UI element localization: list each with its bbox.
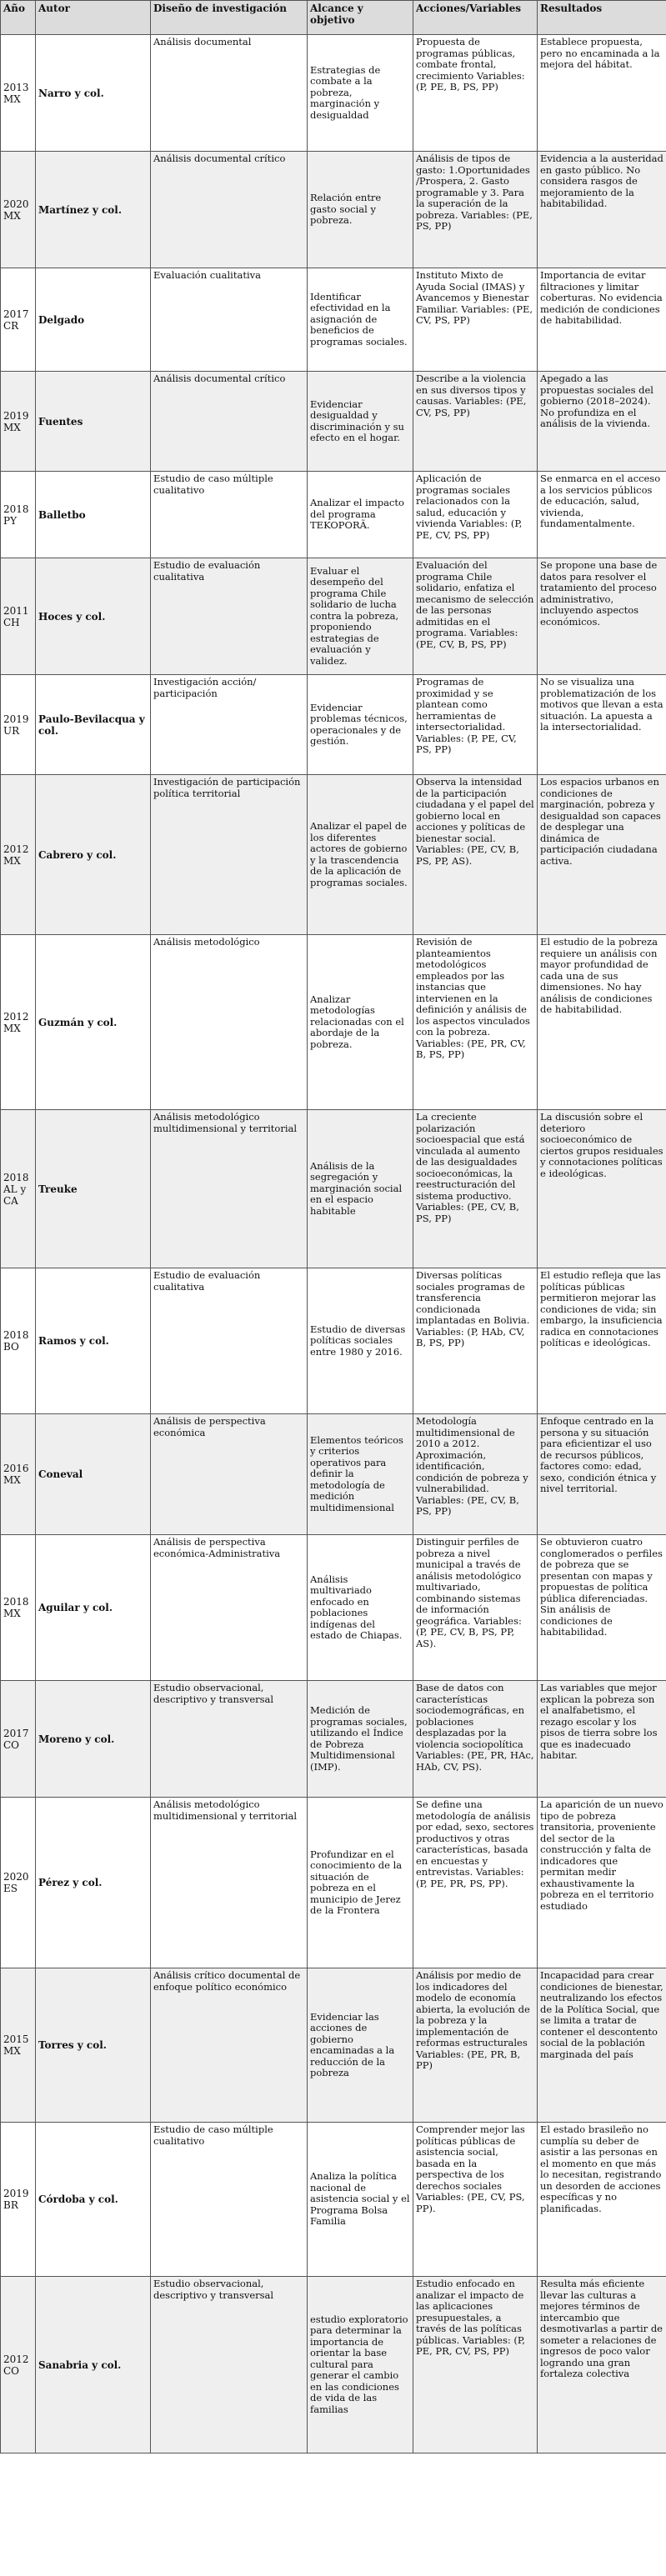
scope-cell: Análisis multivariado enfocado en poblaciones indígenas del estado de Chiapas. [308,1535,413,1681]
design-cell: Análisis metodológico multidimensional y territorial [151,1798,308,1968]
scope-cell: Estudio de diversas políticas sociales entre 1980 y 2016. [308,1268,413,1414]
year-cell: 2012 MX [1,775,36,935]
table-row [1,1681,666,1798]
author-cell: Coneval [36,1414,151,1535]
year-cell: 2018 AL y CA [1,1110,36,1268]
author-cell: Narro y col. [36,35,151,152]
year-cell: 2019 MX [1,372,36,472]
design-cell: Estudio de caso múltiple cualitativo [151,2123,308,2277]
design-cell: Análisis metodológico multidimensional y territorial [151,1110,308,1268]
design-cell: Estudio de caso múltiple cualitativo [151,472,308,558]
author-cell: Fuentes [36,372,151,472]
results-cell: Los espacios urbanos en condiciones de marginación, pobreza y desigualdad son capaces de desplegar una dinámica de participación ciudadana activa. [538,775,666,935]
year-cell: 2017 CO [1,1681,36,1798]
actions-cell: Observa la intensidad de la participación ciudadana y el papel del gobierno local en acciones y políticas de bienestar social. Variables: (PE, CV, B, PS, PP, AS). [413,775,538,935]
author-cell: Sanabria y col. [36,2277,151,2453]
actions-cell: Estudio enfocado en analizar el impacto de las aplicaciones presupuestales, a través de las políticas públicas. Variables: (P, PE, PR, CV, PS, PP) [413,2277,538,2453]
year-cell: 2020 ES [1,1798,36,1968]
author-cell: Paulo-Bevilacqua y col. [36,675,151,775]
author-cell: Treuke [36,1110,151,1268]
header-year: Año [1,1,36,35]
scope-cell: estudio exploratorio para determinar la importancia de orientar la base cultural para generar el cambio en las condiciones de vida de las familias [308,2277,413,2453]
table-row [1,1414,666,1535]
table-row [1,935,666,1110]
results-cell: Importancia de evitar filtraciones y limitar coberturas. No evidencia medición de condiciones de habitabilidad. [538,268,666,372]
design-cell: Análisis metodológico [151,935,308,1110]
design-cell: Análisis documental crítico [151,152,308,268]
scope-cell: Analizar el papel de los diferentes actores de gobierno y la trascendencia de la aplicación de programas sociales. [308,775,413,935]
table-row [1,558,666,675]
actions-cell: Revisión de planteamientos metodológicos empleados por las instancias que intervienen en la definición y análisis de los aspectos vinculados con la pobreza. Variables: (PE, PR, CV, B, PS, PP) [413,935,538,1110]
author-cell: Torres y col. [36,1968,151,2123]
design-cell: Estudio de evaluación cualitativa [151,1268,308,1414]
table-row [1,1968,666,2123]
year-cell: 2011 CH [1,558,36,675]
table-header-row [1,1,666,35]
table-row [1,1268,666,1414]
design-cell: Análisis de perspectiva económica-Administrativa [151,1535,308,1681]
year-cell: 2015 MX [1,1968,36,2123]
scope-cell: Estrategias de combate a la pobreza, marginación y desigualdad [308,35,413,152]
table-row [1,675,666,775]
design-cell: Análisis de perspectiva económica [151,1414,308,1535]
results-cell: Se propone una base de datos para resolver el tratamiento del proceso administrativo, incluyendo aspectos económicos. [538,558,666,675]
results-cell: Incapacidad para crear condiciones de bienestar, neutralizando los efectos de la Política Social, que se limita a tratar de contener el descontento social de la población marginada del país [538,1968,666,2123]
header-results: Resultados [538,1,666,35]
author-cell: Guzmán y col. [36,935,151,1110]
scope-cell: Relación entre gasto social y pobreza. [308,152,413,268]
author-cell: Aguilar y col. [36,1535,151,1681]
table-row [1,372,666,472]
header-actions: Acciones/Variables [413,1,538,35]
year-cell: 2012 CO [1,2277,36,2453]
results-cell: La discusión sobre el deterioro socioeconómico de ciertos grupos residuales y connotaciones políticas e ideológicas. [538,1110,666,1268]
scope-cell: Analizar el impacto del programa TEKOPORÃ. [308,472,413,558]
actions-cell: Propuesta de programas públicas, combate frontal, crecimiento Variables: (P, PE, B, PS, PP) [413,35,538,152]
actions-cell: Metodología multidimensional de 2010 a 2012. Aproximación, identificación, condición de pobreza y vulnerabilidad. Variables: (PE, CV, B, PS, PP) [413,1414,538,1535]
scope-cell: Análisis de la segregación y marginación social en el espacio habitable [308,1110,413,1268]
actions-cell: Comprender mejor las políticas públicas de asistencia social, basada en la perspectiva de los derechos sociales Variables: (PE, CV, PS, PP). [413,2123,538,2277]
design-cell: Estudio observacional, descriptivo y transversal [151,2277,308,2453]
table-row [1,1110,666,1268]
author-cell: Balletbo [36,472,151,558]
year-cell: 2016 MX [1,1414,36,1535]
table-row [1,35,666,152]
actions-cell: Análisis de tipos de gasto: 1.Oportunidades /Prospera, 2. Gasto programable y 3. Para la superación de la pobreza. Variables: (PE, PS, PP) [413,152,538,268]
design-cell: Análisis crítico documental de enfoque político económico [151,1968,308,2123]
year-cell: 2017 CR [1,268,36,372]
author-cell: Pérez y col. [36,1798,151,1968]
scope-cell: Profundizar en el conocimiento de la situación de pobreza en el municipio de Jerez de la Frontera [308,1798,413,1968]
scope-cell: Evidenciar problemas técnicos, operacionales y de gestión. [308,675,413,775]
actions-cell: Programas de proximidad y se plantean como herramientas de intersectorialidad. Variables: (P, PE, CV, PS, PP) [413,675,538,775]
header-scope: Alcance y objetivo [308,1,413,35]
results-cell: Las variables que mejor explican la pobreza son el analfabetismo, el rezago escolar y los pisos de tierra sobre los que es inadecuado habitar. [538,1681,666,1798]
actions-cell: La creciente polarización socioespacial que está vinculada al aumento de las desigualdades socioeconómicas, la reestructuración del sistema productivo. Variables: (PE, CV, B, PS, PP) [413,1110,538,1268]
scope-cell: Elementos teóricos y criterios operativos para definir la metodología de medición multidimensional [308,1414,413,1535]
author-cell: Martínez y col. [36,152,151,268]
actions-cell: Aplicación de programas sociales relacionados con la salud, educación y vivienda Variables: (P, PE, CV, PS, PP) [413,472,538,558]
results-cell: El estudio de la pobreza requiere un análisis con mayor profundidad de cada una de sus dimensiones. No hay análisis de condiciones de habitabilidad. [538,935,666,1110]
scope-cell: Medición de programas sociales, utilizando el Índice de Pobreza Multidimensional (IMP). [308,1681,413,1798]
results-cell: Resulta más eficiente llevar las culturas a mejores términos de intercambio que desmotivarlas a partir de someter a relaciones de ingresos de poco valor logrando una gran fortaleza colectiva [538,2277,666,2453]
year-cell: 2018 BO [1,1268,36,1414]
year-cell: 2019 UR [1,675,36,775]
actions-cell: Instituto Mixto de Ayuda Social (IMAS) y Avancemos y Bienestar Familiar. Variables: (PE, CV, PS, PP) [413,268,538,372]
scope-cell: Evidenciar las acciones de gobierno encaminadas a la reducción de la pobreza [308,1968,413,2123]
year-cell: 2018 PY [1,472,36,558]
design-cell: Estudio de evaluación cualitativa [151,558,308,675]
actions-cell: Evaluación del programa Chile solidario, enfatiza el mecanismo de selección de las personas admitidas en el programa. Variables: (PE, CV, B, PS, PP) [413,558,538,675]
results-cell: Apegado a las propuestas sociales del gobierno (2018–2024). No profundiza en el análisis de la vivienda. [538,372,666,472]
year-cell: 2013 MX [1,35,36,152]
results-cell: No se visualiza una problematización de los motivos que llevan a esta situación. La apuesta a la intersectorialidad. [538,675,666,775]
scope-cell: Evidenciar desigualdad y discriminación y su efecto en el hogar. [308,372,413,472]
results-cell: La aparición de un nuevo tipo de pobreza transitoria, proveniente del sector de la construcción y falta de indicadores que permitan medir exhaustivamente la pobreza en el territorio estudiado [538,1798,666,1968]
design-cell: Análisis documental crítico [151,372,308,472]
design-cell: Investigación de participación política territorial [151,775,308,935]
scope-cell: Analiza la política nacional de asistencia social y el Programa Bolsa Familia [308,2123,413,2277]
table-row [1,152,666,268]
table-row [1,2123,666,2277]
actions-cell: Se define una metodología de análisis por edad, sexo, sectores productivos y otras características, basada en encuestas y entrevistas. Variables: (P, PE, PR, PS, PP). [413,1798,538,1968]
actions-cell: Describe a la violencia en sus diversos tipos y causas. Variables: (PE, CV, PS, PP) [413,372,538,472]
author-cell: Córdoba y col. [36,2123,151,2277]
actions-cell: Análisis por medio de los indicadores del modelo de economía abierta, la evolución de la pobreza y la implementación de reformas estructurales Variables: (PE, PR, B, PP) [413,1968,538,2123]
header-design: Diseño de investigación [151,1,308,35]
design-cell: Investigación acción/ participación [151,675,308,775]
actions-cell: Diversas políticas sociales programas de transferencia condicionada implantadas en Bolivia. Variables: (P, HAb, CV, B, PS, PP) [413,1268,538,1414]
scope-cell: Analizar metodologías relacionadas con el abordaje de la pobreza. [308,935,413,1110]
results-cell: Enfoque centrado en la persona y su situación para eficientizar el uso de recursos públicos, factores como: edad, sexo, condición étnica y nivel territorial. [538,1414,666,1535]
results-cell: Se enmarca en el acceso a los servicios públicos de educación, salud, vivienda, fundamentalmente. [538,472,666,558]
header-author: Autor [36,1,151,35]
year-cell: 2020 MX [1,152,36,268]
actions-cell: Distinguir perfiles de pobreza a nivel municipal a través de análisis metodológico multivariado, combinando sistemas de información geográfica. Variables: (P, PE, CV, B, PS, PP, AS). [413,1535,538,1681]
results-cell: Establece propuesta, pero no encaminada a la mejora del hábitat. [538,35,666,152]
author-cell: Moreno y col. [36,1681,151,1798]
results-cell: Evidencia a la austeridad en gasto público. No considera rasgos de mejoramiento de la habitabilidad. [538,152,666,268]
results-cell: El estado brasileño no cumplía su deber de asistir a las personas en el momento en que más lo necesitan, registrando un desorden de acciones específicas y no planificadas. [538,2123,666,2277]
author-cell: Cabrero y col. [36,775,151,935]
design-cell: Análisis documental [151,35,308,152]
results-cell: Se obtuvieron cuatro conglomerados o perfiles de pobreza que se presentan con mapas y propuestas de política pública diferenciadas. Sin análisis de condiciones de habitabilidad. [538,1535,666,1681]
scope-cell: Identificar efectividad en la asignación de beneficios de programas sociales. [308,268,413,372]
table-row [1,775,666,935]
table-row [1,1798,666,1968]
actions-cell: Base de datos con características sociodemográficas, en poblaciones desplazadas por la violencia sociopolítica Variables: (PE, PR, HAc, HAb, CV, PS). [413,1681,538,1798]
year-cell: 2012 MX [1,935,36,1110]
table-row [1,2277,666,2453]
results-cell: El estudio refleja que las políticas públicas permitieron mejorar las condiciones de vida; sin embargo, la insuficiencia radica en connotaciones políticas e ideológicas. [538,1268,666,1414]
table-row [1,472,666,558]
author-cell: Hoces y col. [36,558,151,675]
table-row [1,268,666,372]
year-cell: 2019 BR [1,2123,36,2277]
year-cell: 2018 MX [1,1535,36,1681]
design-cell: Evaluación cualitativa [151,268,308,372]
author-cell: Delgado [36,268,151,372]
table-row [1,1535,666,1681]
scope-cell: Evaluar el desempeño del programa Chile solidario de lucha contra la pobreza, proponiendo estrategias de evaluación y validez. [308,558,413,675]
author-cell: Ramos y col. [36,1268,151,1414]
design-cell: Estudio observacional, descriptivo y transversal [151,1681,308,1798]
